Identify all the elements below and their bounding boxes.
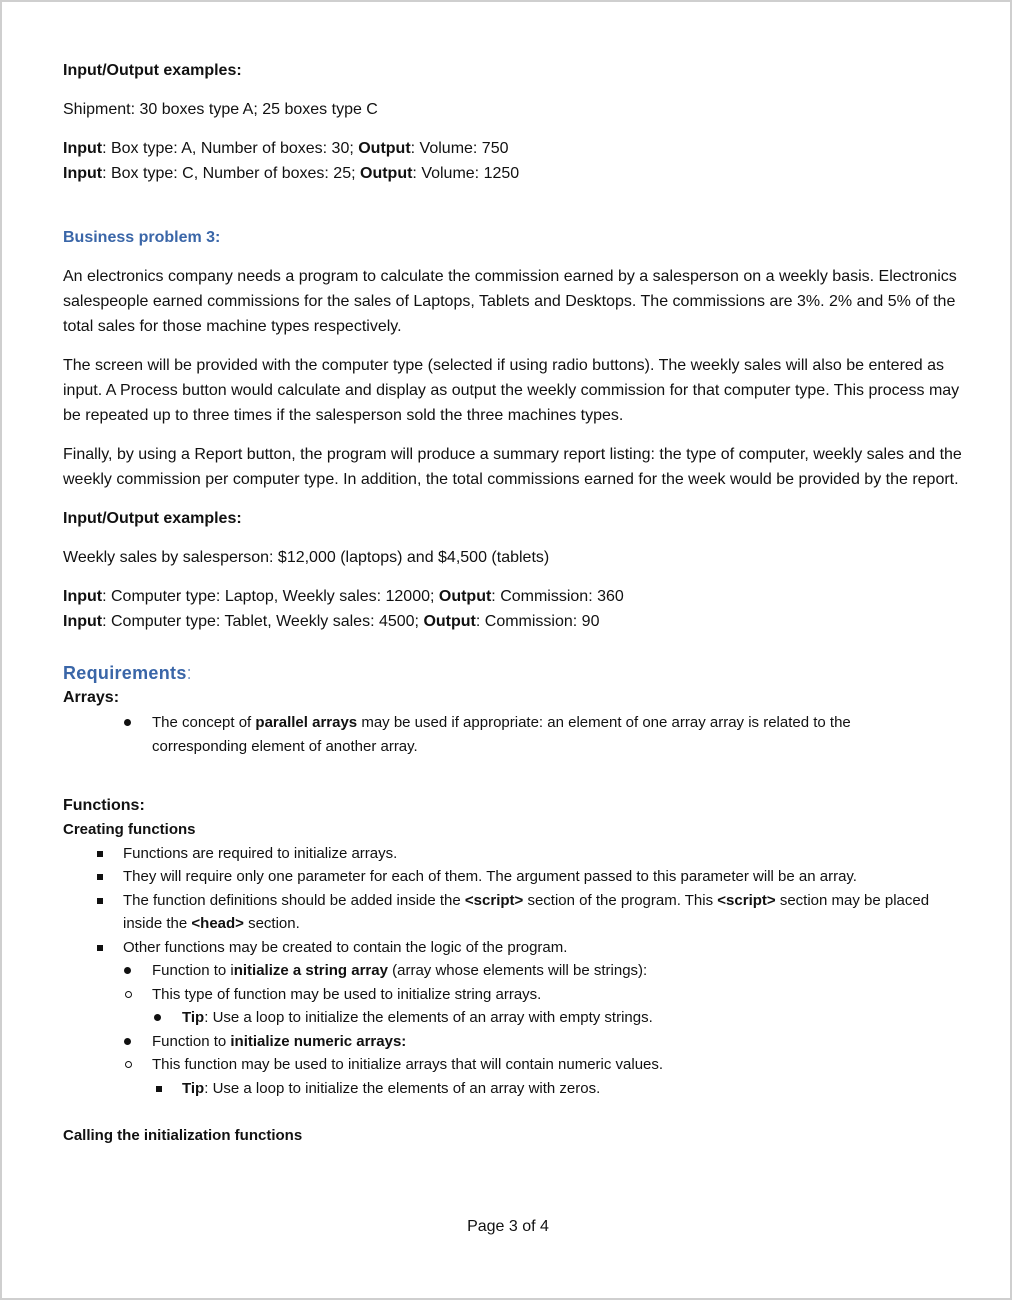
output-label: Output [438, 588, 492, 605]
list-item: This function may be used to initialize arrays that will contain numeric values. [63, 1053, 963, 1077]
requirements-heading-line [63, 661, 963, 687]
io-example-line [63, 136, 963, 161]
input-label: Input [63, 165, 103, 182]
io-example-line [63, 609, 963, 634]
problem3-paragraph-1: An electronics company needs a program to calculate the commission earned by a salesperson on a weekly basis. Electronics salespeople earned commissions for the sales of Laptops, Tablets and Desktops. The commissions are 3%. 2% and 5% of the total sales for those machine types respectively. [63, 268, 957, 335]
input-text: : Computer type: Laptop, Weekly sales: 12000; [102, 588, 439, 605]
io-example-line [63, 584, 963, 609]
bullet-dot-icon [124, 1038, 131, 1045]
calling-functions-heading: Calling the initialization functions [63, 1127, 303, 1144]
bullet-circle-icon [125, 991, 132, 998]
requirements-colon: : [186, 663, 192, 683]
functions-heading: Functions: [63, 797, 145, 814]
input-text: : Computer type: Tablet, Weekly sales: 4500; [102, 613, 424, 630]
list-item: Tip: Use a loop to initialize the elements of an array with empty strings. [63, 1006, 963, 1030]
output-text: : Commission: 90 [475, 613, 600, 630]
bullet-square-icon [97, 945, 103, 951]
bullet-square-icon [97, 874, 103, 880]
output-text: : Volume: 750 [410, 140, 509, 157]
bullet-square-icon [156, 1086, 162, 1092]
bullet-dot-icon [124, 719, 131, 726]
problem3-paragraph-2: The screen will be provided with the computer type (selected if using radio buttons). The weekly sales will also be entered as input. A Process button would calculate and display as output the weekly commission for that computer type. This process may be repeated up to three times if the salesperson sold the three machines types. [63, 357, 960, 424]
bullet-square-icon [97, 898, 103, 904]
output-text: : Commission: 360 [491, 588, 624, 605]
list-item: Functions are required to initialize arrays. [63, 842, 963, 866]
io-heading-2: Input/Output examples: [63, 510, 242, 527]
output-label: Output [360, 165, 413, 182]
list-item: Tip: Use a loop to initialize the elements of an array with zeros. [63, 1077, 963, 1101]
input-text: : Box type: C, Number of boxes: 25; [102, 165, 360, 182]
input-label: Input [63, 613, 103, 630]
bullet-dot-icon [124, 967, 131, 974]
list-item: This type of function may be used to initialize string arrays. [63, 983, 963, 1007]
output-label: Output [423, 613, 476, 630]
io-heading-1: Input/Output examples: [63, 62, 242, 79]
list-item: Function to initialize numeric arrays: [63, 1030, 963, 1054]
list-item: Function to initialize a string array (array whose elements will be strings): [63, 959, 963, 983]
list-item: Other functions may be created to contain the logic of the program. [63, 936, 963, 960]
problem3-paragraph-3: Finally, by using a Report button, the program will produce a summary report listing: the type of computer, weekly sales and the weekly commission per computer type. In addition, the total commissions earned for the week would be provided by the report. [63, 446, 962, 488]
page-content [63, 58, 963, 1148]
business-problem-3-heading: Business problem 3: [63, 229, 221, 246]
list-item: The concept of parallel arrays may be used if appropriate: an element of one array array is related to the corresponding element of another array. [63, 711, 932, 758]
shipment-text: Shipment: 30 boxes type A; 25 boxes type C [63, 101, 378, 118]
arrays-heading: Arrays: [63, 689, 120, 706]
output-label: Output [358, 140, 411, 157]
input-label: Input [63, 140, 103, 157]
output-text: : Volume: 1250 [412, 165, 520, 182]
weekly-sales-text: Weekly sales by salesperson: $12,000 (laptops) and $4,500 (tablets) [63, 549, 550, 566]
page-number: Page 3 of 4 [467, 1218, 549, 1235]
bullet-square-icon [97, 851, 103, 857]
creating-functions-heading: Creating functions [63, 821, 196, 838]
requirements-heading: Requirements [63, 663, 187, 683]
list-item: They will require only one parameter for each of them. The argument passed to this parameter will be an array. [63, 865, 963, 889]
input-text: : Box type: A, Number of boxes: 30; [102, 140, 359, 157]
input-label: Input [63, 588, 103, 605]
bullet-dot-icon [154, 1014, 161, 1021]
list-item: The function definitions should be added inside the <script> section of the program. This <script> section may be placed inside the <head> section. [63, 889, 943, 936]
bullet-circle-icon [125, 1061, 132, 1068]
io-example-line [63, 161, 963, 186]
